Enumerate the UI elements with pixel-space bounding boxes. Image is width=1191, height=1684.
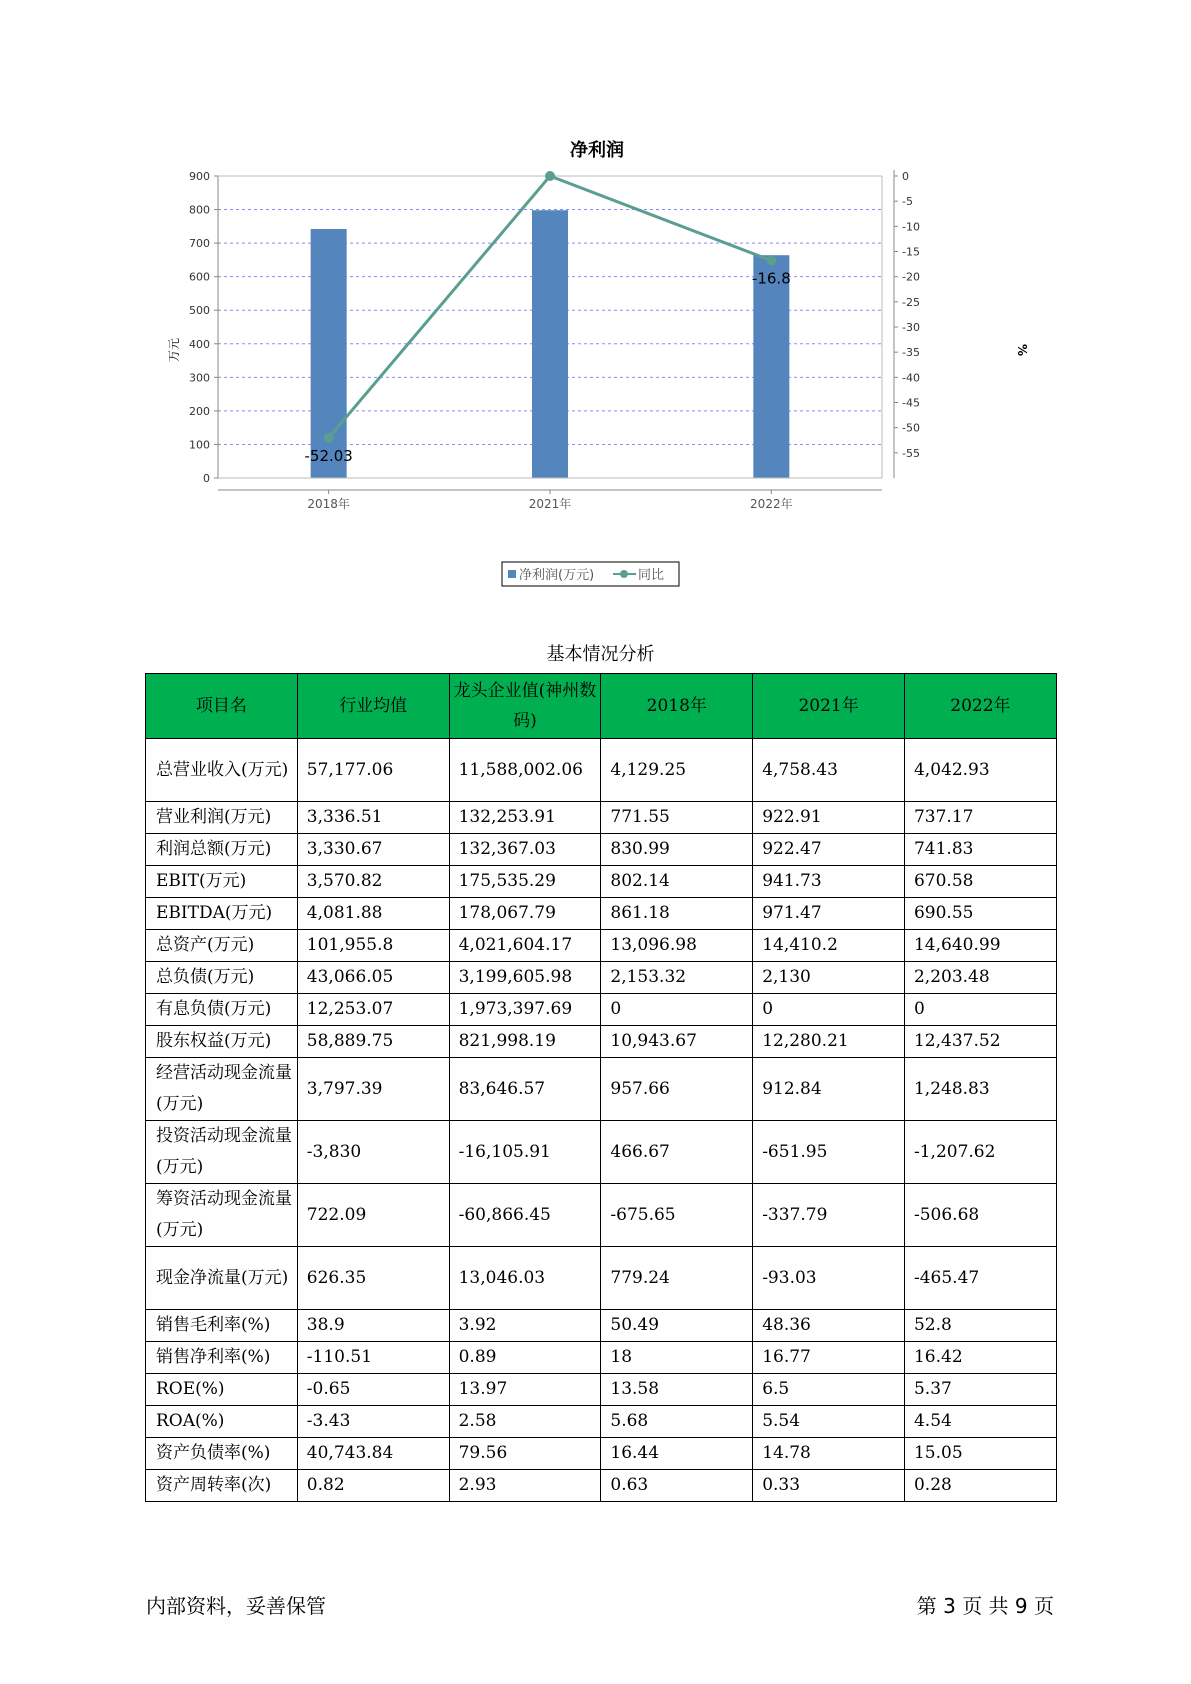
bar xyxy=(753,255,789,478)
table-cell: 15.05 xyxy=(904,1438,1056,1470)
table-cell: 912.84 xyxy=(753,1058,905,1121)
table-row xyxy=(146,1184,1057,1247)
table-cell: 79.56 xyxy=(449,1438,601,1470)
data-label: -52.03 xyxy=(304,446,353,465)
row-label: 总营业收入(万元) xyxy=(146,739,298,802)
table-cell: 14,640.99 xyxy=(904,930,1056,962)
table-cell: 802.14 xyxy=(601,866,753,898)
table-cell: 861.18 xyxy=(601,898,753,930)
table-row xyxy=(146,962,1057,994)
y-right-tick-label: -25 xyxy=(902,295,920,309)
table-row xyxy=(146,834,1057,866)
table-cell: -651.95 xyxy=(753,1121,905,1184)
table-cell: -3,830 xyxy=(297,1121,449,1184)
table-row xyxy=(146,1406,1057,1438)
table-cell: 13,096.98 xyxy=(601,930,753,962)
table-cell: 779.24 xyxy=(601,1247,753,1310)
table-row xyxy=(146,1247,1057,1310)
table-cell: 741.83 xyxy=(904,834,1056,866)
y-right-tick-label: 0 xyxy=(902,170,909,183)
table-cell: 14.78 xyxy=(753,1438,905,1470)
table-row xyxy=(146,866,1057,898)
table-row xyxy=(146,1470,1057,1502)
table-cell: 48.36 xyxy=(753,1310,905,1342)
x-tick-label: 2022年 xyxy=(750,497,793,511)
y-tick-label: 900 xyxy=(189,170,210,183)
table-cell: -93.03 xyxy=(753,1247,905,1310)
y-tick-label: 300 xyxy=(189,371,210,385)
row-label: 利润总额(万元) xyxy=(146,834,298,866)
row-label: 总负债(万元) xyxy=(146,962,298,994)
chart-title: 净利润 xyxy=(570,140,624,161)
table-cell: 2.58 xyxy=(449,1406,601,1438)
y-right-tick-label: -15 xyxy=(902,245,920,259)
y-tick-label: 600 xyxy=(189,270,210,284)
legend-bar-swatch xyxy=(508,570,516,578)
table-cell: 466.67 xyxy=(601,1121,753,1184)
table-cell: 971.47 xyxy=(753,898,905,930)
chart-canvas xyxy=(167,128,1030,598)
table-cell: 132,253.91 xyxy=(449,802,601,834)
table-cell: -337.79 xyxy=(753,1184,905,1247)
table-row xyxy=(146,802,1057,834)
y-right-tick-label: -30 xyxy=(902,321,920,334)
legend-line-label: 同比 xyxy=(638,568,665,583)
table-cell: -60,866.45 xyxy=(449,1184,601,1247)
table-cell: 178,067.79 xyxy=(449,898,601,930)
y-tick-label: 800 xyxy=(189,203,210,217)
y-axis-right-label: % xyxy=(1015,343,1029,357)
y-right-tick-label: -20 xyxy=(902,270,920,284)
y-right-tick-label: -55 xyxy=(902,446,920,460)
table-cell: 0.33 xyxy=(753,1470,905,1502)
table-cell: 38.9 xyxy=(297,1310,449,1342)
table-cell: 3,570.82 xyxy=(297,866,449,898)
table-row xyxy=(146,1121,1057,1184)
table-header-row xyxy=(146,674,1057,739)
table-cell: 16.44 xyxy=(601,1438,753,1470)
row-label: 资产周转率(次) xyxy=(146,1470,298,1502)
table-cell: 690.55 xyxy=(904,898,1056,930)
row-label: ROE(%) xyxy=(146,1374,298,1406)
y-right-tick-label: -5 xyxy=(902,195,913,209)
x-tick-label: 2018年 xyxy=(307,497,350,511)
table-row xyxy=(146,1342,1057,1374)
table-cell: 13,046.03 xyxy=(449,1247,601,1310)
row-label: 投资活动现金流量(万元) xyxy=(146,1121,298,1184)
y-tick-label: 200 xyxy=(189,404,210,418)
table-cell: 11,588,002.06 xyxy=(449,739,601,802)
column-header: 2022年 xyxy=(904,674,1056,739)
column-header: 项目名 xyxy=(146,674,298,739)
table-row xyxy=(146,1058,1057,1121)
table-cell: 830.99 xyxy=(601,834,753,866)
table-cell: 12,253.07 xyxy=(297,994,449,1026)
table-cell: -110.51 xyxy=(297,1342,449,1374)
table-cell: 3,199,605.98 xyxy=(449,962,601,994)
table-cell: 3,797.39 xyxy=(297,1058,449,1121)
table-cell: 0 xyxy=(753,994,905,1026)
table-cell: 16.42 xyxy=(904,1342,1056,1374)
table-cell: 771.55 xyxy=(601,802,753,834)
table-cell: 14,410.2 xyxy=(753,930,905,962)
table-cell: 722.09 xyxy=(297,1184,449,1247)
table-cell: 10,943.67 xyxy=(601,1026,753,1058)
y-tick-label: 700 xyxy=(189,237,210,251)
row-label: 经营活动现金流量(万元) xyxy=(146,1058,298,1121)
table-row xyxy=(146,739,1057,802)
table-cell: 0 xyxy=(904,994,1056,1026)
table-cell: -16,105.91 xyxy=(449,1121,601,1184)
yoy-point xyxy=(324,433,334,443)
table-cell: 101,955.8 xyxy=(297,930,449,962)
analysis-table xyxy=(145,673,1057,1502)
row-label: 股东权益(万元) xyxy=(146,1026,298,1058)
table-cell: 5.37 xyxy=(904,1374,1056,1406)
row-label: 有息负债(万元) xyxy=(146,994,298,1026)
table-cell: 18 xyxy=(601,1342,753,1374)
x-tick-label: 2021年 xyxy=(528,497,572,511)
table-cell: 737.17 xyxy=(904,802,1056,834)
column-header: 行业均值 xyxy=(297,674,449,739)
table-cell: 941.73 xyxy=(753,866,905,898)
table-cell: 6.5 xyxy=(753,1374,905,1406)
y-tick-label: 500 xyxy=(189,304,210,318)
table-cell: 0.82 xyxy=(297,1470,449,1502)
table-cell: 5.54 xyxy=(753,1406,905,1438)
row-label: 总资产(万元) xyxy=(146,930,298,962)
table-cell: 4,129.25 xyxy=(601,739,753,802)
table-cell: 83,646.57 xyxy=(449,1058,601,1121)
table-row xyxy=(146,1374,1057,1406)
table-cell: 58,889.75 xyxy=(297,1026,449,1058)
row-label: EBIT(万元) xyxy=(146,866,298,898)
table-row xyxy=(146,930,1057,962)
table-cell: 4,081.88 xyxy=(297,898,449,930)
table-cell: 43,066.05 xyxy=(297,962,449,994)
yoy-point xyxy=(545,171,555,181)
table-cell: 5.68 xyxy=(601,1406,753,1438)
y-right-tick-label: -40 xyxy=(902,371,920,385)
table-cell: 57,177.06 xyxy=(297,739,449,802)
table-cell: 2,203.48 xyxy=(904,962,1056,994)
table-cell: 922.47 xyxy=(753,834,905,866)
table-cell: 3.92 xyxy=(449,1310,601,1342)
table-row xyxy=(146,1310,1057,1342)
table-cell: 12,280.21 xyxy=(753,1026,905,1058)
y-right-tick-label: -10 xyxy=(902,220,920,234)
row-label: EBITDA(万元) xyxy=(146,898,298,930)
table-cell: 4,042.93 xyxy=(904,739,1056,802)
table-cell: 2.93 xyxy=(449,1470,601,1502)
page-number: 第 3 页 共 9 页 xyxy=(916,1594,1054,1618)
table-cell: 16.77 xyxy=(753,1342,905,1374)
yoy-point xyxy=(766,256,776,266)
table-cell: 0.89 xyxy=(449,1342,601,1374)
table-cell: 670.58 xyxy=(904,866,1056,898)
table-cell: 12,437.52 xyxy=(904,1026,1056,1058)
table-cell: 13.97 xyxy=(449,1374,601,1406)
bar xyxy=(532,210,568,478)
net-profit-chart xyxy=(167,128,1030,598)
data-label: -16.8 xyxy=(751,269,791,288)
y-tick-label: 100 xyxy=(189,438,210,452)
table-cell: 1,973,397.69 xyxy=(449,994,601,1026)
row-label: 资产负债率(%) xyxy=(146,1438,298,1470)
y-tick-label: 0 xyxy=(203,472,210,485)
table-cell: 3,330.67 xyxy=(297,834,449,866)
table-cell: 13.58 xyxy=(601,1374,753,1406)
table-cell: 626.35 xyxy=(297,1247,449,1310)
table-cell: 1,248.83 xyxy=(904,1058,1056,1121)
table-cell: 957.66 xyxy=(601,1058,753,1121)
row-label: 现金净流量(万元) xyxy=(146,1247,298,1310)
table-cell: 4.54 xyxy=(904,1406,1056,1438)
table-cell: -0.65 xyxy=(297,1374,449,1406)
table-row xyxy=(146,1026,1057,1058)
table-cell: 50.49 xyxy=(601,1310,753,1342)
table-cell: 0.63 xyxy=(601,1470,753,1502)
table-cell: 821,998.19 xyxy=(449,1026,601,1058)
legend-line-marker xyxy=(620,570,628,578)
table-cell: -675.65 xyxy=(601,1184,753,1247)
table-caption: 基本情况分析 xyxy=(546,644,655,665)
legend-bar-label: 净利润(万元) xyxy=(519,568,595,583)
y-tick-label: 400 xyxy=(189,337,210,351)
table-cell: -465.47 xyxy=(904,1247,1056,1310)
column-header: 2021年 xyxy=(753,674,905,739)
table-cell: 4,758.43 xyxy=(753,739,905,802)
table-cell: 52.8 xyxy=(904,1310,1056,1342)
column-header: 龙头企业值(神州数码) xyxy=(449,674,601,739)
row-label: 营业利润(万元) xyxy=(146,802,298,834)
column-header: 2018年 xyxy=(601,674,753,739)
table-row xyxy=(146,898,1057,930)
table-cell: 3,336.51 xyxy=(297,802,449,834)
y-right-tick-label: -35 xyxy=(902,346,920,360)
table-cell: -3.43 xyxy=(297,1406,449,1438)
table-cell: 922.91 xyxy=(753,802,905,834)
y-axis-left-label: 万元 xyxy=(167,337,181,363)
row-label: 销售净利率(%) xyxy=(146,1342,298,1374)
row-label: ROA(%) xyxy=(146,1406,298,1438)
table-cell: 4,021,604.17 xyxy=(449,930,601,962)
confidentiality-note: 内部资料，妥善保管 xyxy=(146,1594,326,1618)
table-cell: 40,743.84 xyxy=(297,1438,449,1470)
table-cell: -506.68 xyxy=(904,1184,1056,1247)
y-right-tick-label: -50 xyxy=(902,421,920,435)
table-row xyxy=(146,1438,1057,1470)
row-label: 销售毛利率(%) xyxy=(146,1310,298,1342)
table-row xyxy=(146,994,1057,1026)
table-cell: 175,535.29 xyxy=(449,866,601,898)
y-right-tick-label: -45 xyxy=(902,396,920,410)
table-cell: -1,207.62 xyxy=(904,1121,1056,1184)
table-cell: 2,130 xyxy=(753,962,905,994)
table-cell: 132,367.03 xyxy=(449,834,601,866)
row-label: 筹资活动现金流量(万元) xyxy=(146,1184,298,1247)
table-cell: 0.28 xyxy=(904,1470,1056,1502)
table-cell: 0 xyxy=(601,994,753,1026)
chart-legend xyxy=(502,562,679,586)
table-cell: 2,153.32 xyxy=(601,962,753,994)
